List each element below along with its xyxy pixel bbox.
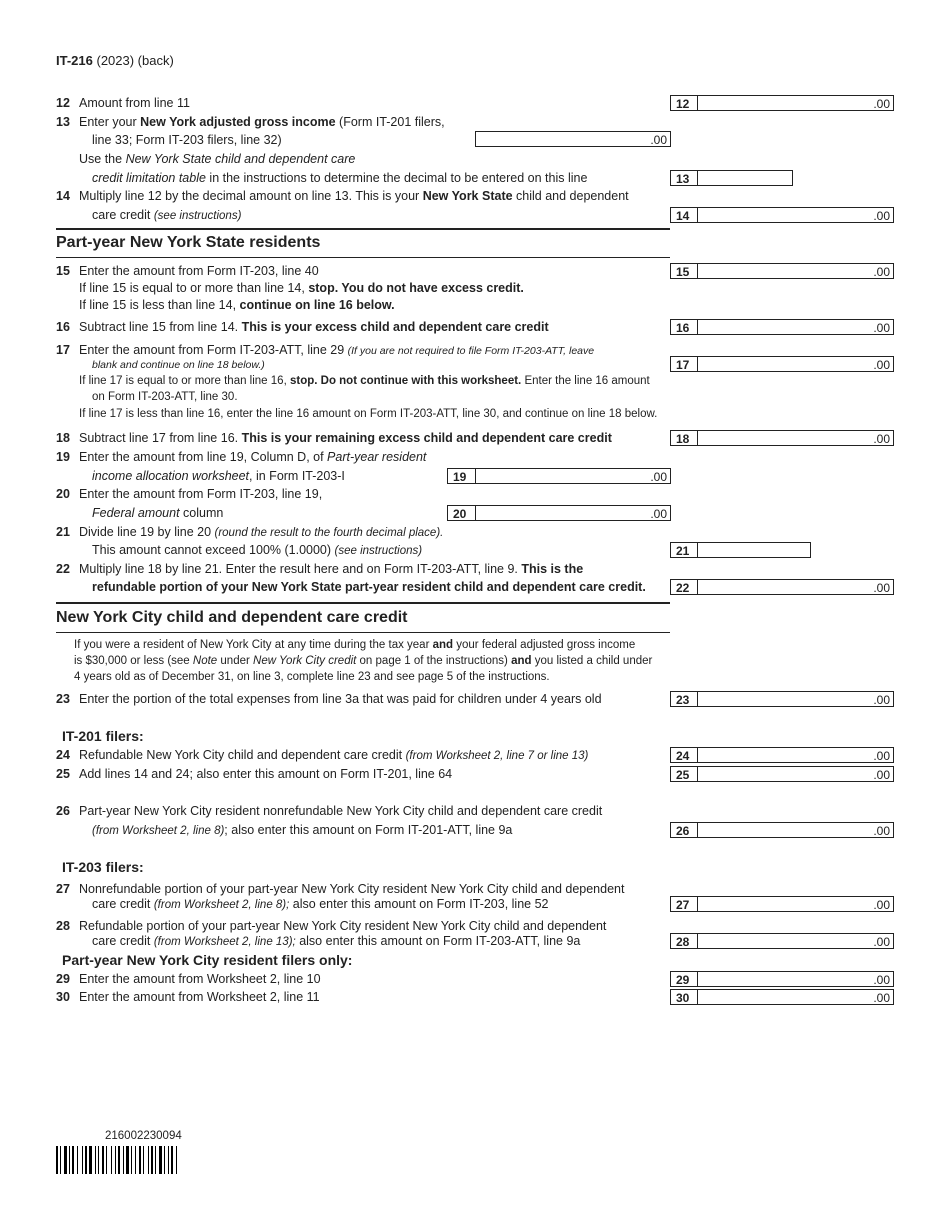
line-27-amount[interactable]: .00 (698, 896, 894, 912)
line-14-cont: care credit (see instructions) (92, 208, 242, 222)
line-14-amount[interactable]: .00 (698, 207, 894, 223)
line-12-label: 12 (670, 95, 698, 111)
section-rule (56, 602, 670, 604)
form-header: IT-216 (2023) (back) (56, 53, 174, 68)
barcode (56, 1146, 238, 1174)
line-19-amount[interactable]: .00 (475, 468, 671, 484)
barcode-bar (168, 1146, 169, 1174)
line-13-decimal-input[interactable] (698, 170, 793, 186)
barcode-bar (60, 1146, 61, 1174)
barcode-bar (85, 1146, 87, 1174)
section-part-year-nys: Part-year New York State residents (56, 234, 321, 251)
barcode-bar (115, 1146, 116, 1174)
nyc-note-2: is $30,000 or less (see Note under New York City credit on page 1 of the instructions) and you listed a child under (74, 655, 653, 667)
line-13-label: 13 (670, 170, 698, 186)
line-25-label: 25 (670, 766, 698, 782)
barcode-bar (159, 1146, 162, 1174)
line-15-amount[interactable]: .00 (698, 263, 894, 279)
barcode-bar (131, 1146, 132, 1174)
line-13-decimal: credit limitation table in the instructions to determine the decimal to be entered on this line (92, 171, 588, 185)
line-27-cont: care credit (from Worksheet 2, line 8); also enter this amount on Form IT-203, line 52 (92, 897, 549, 911)
barcode-bar (171, 1146, 173, 1174)
line-21-cont: This amount cannot exceed 100% (1.0000) (see instructions) (92, 543, 423, 557)
barcode-number: 216002230094 (105, 1130, 182, 1142)
line-16-amount[interactable]: .00 (698, 319, 894, 335)
barcode-bar (176, 1146, 177, 1174)
line-19-label: 19 (447, 468, 476, 484)
nyagi-input[interactable]: .00 (475, 131, 671, 147)
line-22-label: 22 (670, 579, 698, 595)
line-18-amount[interactable]: .00 (698, 430, 894, 446)
line-20-cont: Federal amount column (92, 506, 224, 520)
barcode-bar (89, 1146, 92, 1174)
line-29-label: 29 (670, 971, 698, 987)
it203-filers-heading: IT-203 filers: (62, 859, 144, 875)
line-17-note-1: If line 17 is equal to or more than line 16, stop. Do not continue with this worksheet. Enter the line 16 amount (79, 375, 650, 387)
barcode-bar (69, 1146, 70, 1174)
barcode-bar (118, 1146, 120, 1174)
barcode-bar (155, 1146, 156, 1174)
line-16-label: 16 (670, 319, 698, 335)
section-underline (56, 632, 670, 633)
line-15-note-2: If line 15 is less than line 14, continue on line 16 below. (79, 298, 395, 312)
line-25-amount[interactable]: .00 (698, 766, 894, 782)
barcode-bar (139, 1146, 141, 1174)
barcode-bar (148, 1146, 149, 1174)
barcode-bar (82, 1146, 83, 1174)
section-nyc-credit: New York City child and dependent care credit (56, 609, 408, 626)
line-26-cont: (from Worksheet 2, line 8); also enter this amount on Form IT-201-ATT, line 9a (92, 823, 513, 837)
line-27-label: 27 (670, 896, 698, 912)
line-28-amount[interactable]: .00 (698, 933, 894, 949)
barcode-bar (106, 1146, 107, 1174)
it201-filers-heading: IT-201 filers: (62, 728, 144, 744)
line-21-decimal-input[interactable] (698, 542, 811, 558)
section-underline (56, 257, 670, 258)
line-23-label: 23 (670, 691, 698, 707)
nyc-note-1: If you were a resident of New York City at any time during the tax year and your federal adjusted gross income (74, 639, 636, 651)
line-20-label: 20 (447, 505, 476, 521)
line-28-label: 28 (670, 933, 698, 949)
line-17-note-2: on Form IT-203-ATT, line 30. (92, 391, 238, 403)
barcode-bar (102, 1146, 104, 1174)
line-19-cont: income allocation worksheet, in Form IT-203-I (92, 469, 345, 483)
barcode-bar (56, 1146, 58, 1174)
line-15-note-1: If line 15 is equal to or more than line 14, stop. You do not have excess credit. (79, 281, 524, 295)
barcode-bar (151, 1146, 153, 1174)
line-28-cont: care credit (from Worksheet 2, line 13); also enter this amount on Form IT-203-ATT, line 9a (92, 934, 581, 948)
line-15-label: 15 (670, 263, 698, 279)
line-26-label: 26 (670, 822, 698, 838)
section-rule (56, 228, 670, 230)
line-22-amount[interactable]: .00 (698, 579, 894, 595)
line-17-label: 17 (670, 356, 698, 372)
barcode-bar (64, 1146, 67, 1174)
line-21-label: 21 (670, 542, 698, 558)
line-30-amount[interactable]: .00 (698, 989, 894, 1005)
barcode-bar (164, 1146, 165, 1174)
nyc-note-3: 4 years old as of December 31, on line 3, complete line 23 and see page 5 of the instructions. (74, 671, 550, 683)
line-29-amount[interactable]: .00 (698, 971, 894, 987)
line-17-cont: blank and continue on line 18 below.) (92, 359, 265, 371)
line-17-note-3: If line 17 is less than line 16, enter the line 16 amount on Form IT-203-ATT, line 30, and continue on line 18 below. (79, 408, 658, 420)
barcode-bar (126, 1146, 129, 1174)
line-26-amount[interactable]: .00 (698, 822, 894, 838)
line-17-amount[interactable]: .00 (698, 356, 894, 372)
line-24-amount[interactable]: .00 (698, 747, 894, 763)
part-year-nyc-heading: Part-year New York City resident filers only: (62, 952, 353, 968)
barcode-bar (72, 1146, 74, 1174)
line-13-cont: line 33; Form IT-203 filers, line 32) (92, 133, 282, 147)
line-14-label: 14 (670, 207, 698, 223)
barcode-bar (123, 1146, 124, 1174)
line-18-label: 18 (670, 430, 698, 446)
barcode-bar (98, 1146, 99, 1174)
line-12-amount[interactable]: .00 (698, 95, 894, 111)
line-23-amount[interactable]: .00 (698, 691, 894, 707)
barcode-bar (95, 1146, 96, 1174)
line-20-amount[interactable]: .00 (475, 505, 671, 521)
line-24-label: 24 (670, 747, 698, 763)
line-13-use: Use the New York State child and dependent care (79, 152, 356, 166)
line-30-label: 30 (670, 989, 698, 1005)
barcode-bar (111, 1146, 112, 1174)
barcode-bar (77, 1146, 78, 1174)
barcode-bar (143, 1146, 144, 1174)
barcode-bar (135, 1146, 136, 1174)
line-22-cont: refundable portion of your New York State part-year resident child and dependent care credit. (92, 580, 646, 594)
